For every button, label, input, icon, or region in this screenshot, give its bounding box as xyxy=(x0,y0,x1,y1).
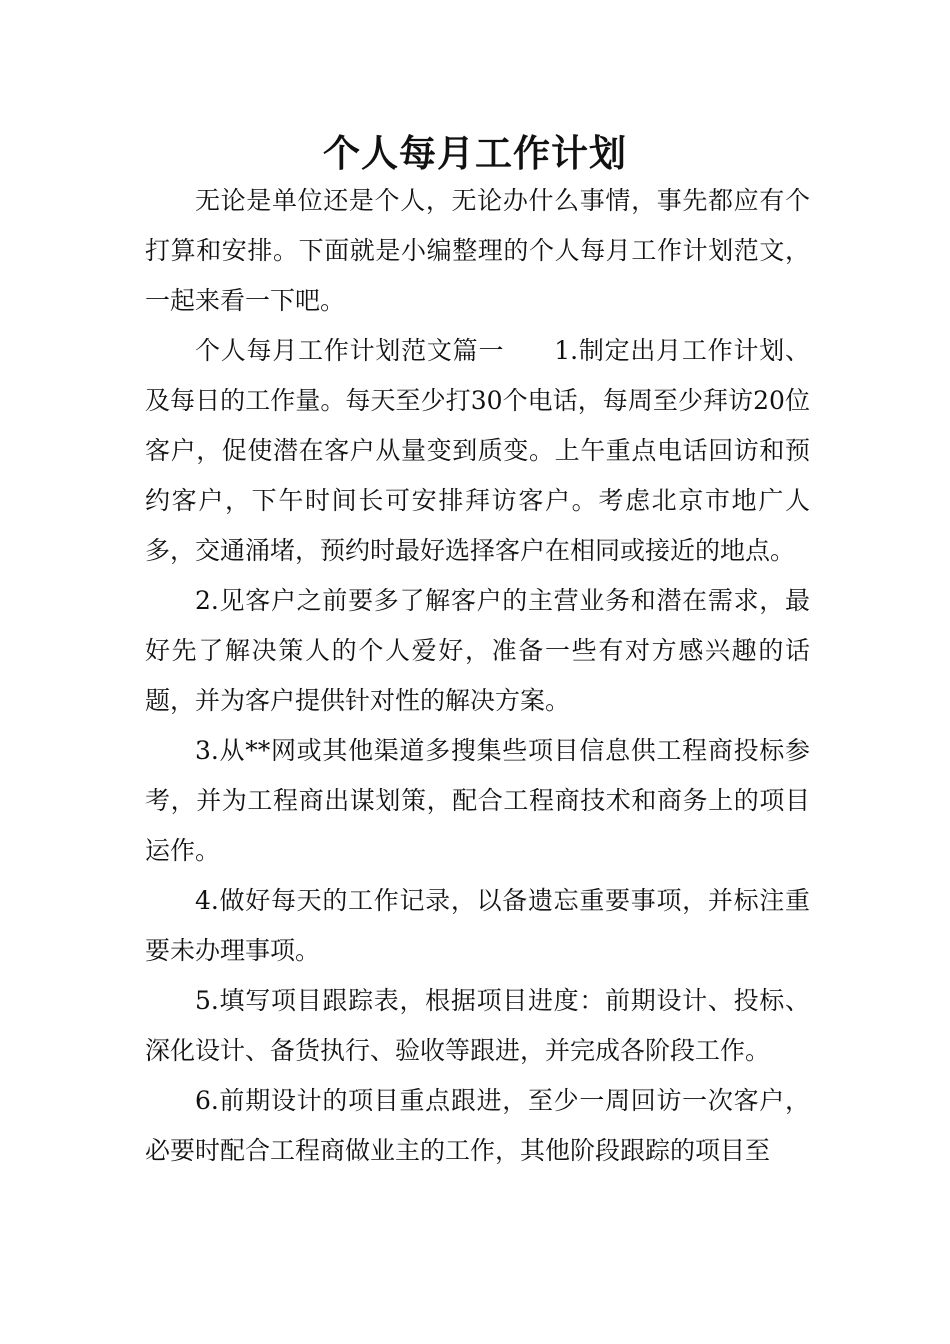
item-3-paragraph: 3.从**网或其他渠道多搜集些项目信息供工程商投标参考，并为工程商出谋划策，配合工程商技术和商务上的项目运作。 xyxy=(145,736,810,865)
item-6-paragraph: 6.前期设计的项目重点跟进，至少一周回访一次客户，必要时配合工程商做业主的工作，其他阶段跟踪的项目至 xyxy=(145,1086,810,1165)
section-first-paragraph xyxy=(145,326,810,576)
item-2-paragraph: 2.见客户之前要多了解客户的主营业务和潜在需求，最好先了解决策人的个人爱好，准备一些有对方感兴趣的话题，并为客户提供针对性的解决方案。 xyxy=(145,586,810,715)
intro-paragraph: 无论是单位还是个人，无论办什么事情，事先都应有个打算和安排。下面就是小编整理的个人每月工作计划范文，一起来看一下吧。 xyxy=(145,186,810,315)
section-heading: 个人每月工作计划范文篇一 xyxy=(195,336,505,365)
document-title: 个人每月工作计划 xyxy=(323,131,627,175)
item-1-text: 1.制定出月工作计划、及每日的工作量。每天至少打30个电话，每周至少拜访20位客户，促使潜在客户从量变到质变。上午重点电话回访和预约客户，下午时间长可安排拜访客户。考虑北京市地广人多，交通涌堵，预约时最好选择客户在相同或接近的地点。 xyxy=(145,336,810,565)
item-4-paragraph: 4.做好每天的工作记录，以备遗忘重要事项，并标注重要未办理事项。 xyxy=(145,886,810,965)
document-body xyxy=(145,176,810,1176)
item-5-paragraph: 5.填写项目跟踪表，根据项目进度：前期设计、投标、深化设计、备货执行、验收等跟进，并完成各阶段工作。 xyxy=(145,986,810,1065)
